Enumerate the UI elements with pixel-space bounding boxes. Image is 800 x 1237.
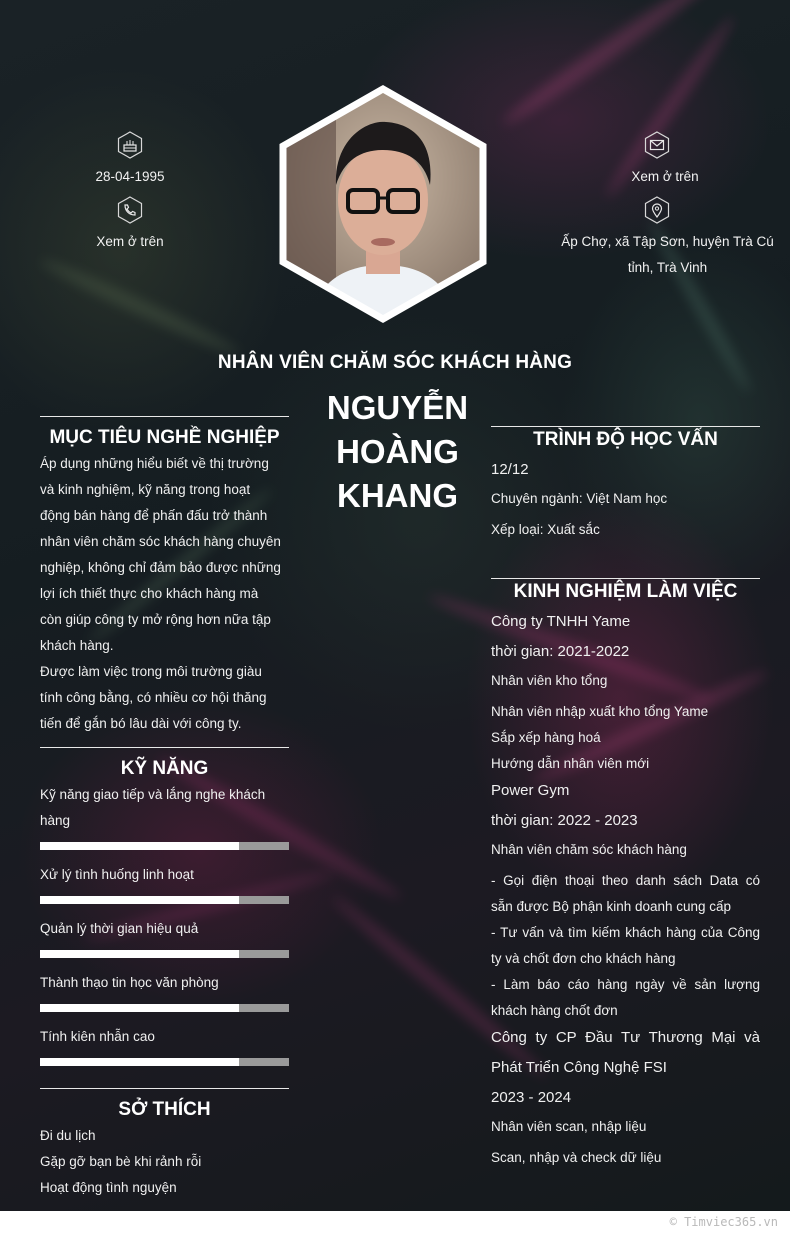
job-time: thời gian: 2021-2022	[491, 643, 630, 660]
divider	[40, 1088, 289, 1089]
job-detail: Scan, nhập và check dữ liệu	[491, 1150, 662, 1165]
divider	[40, 747, 289, 748]
job-title: NHÂN VIÊN CHĂM SÓC KHÁCH HÀNG	[217, 352, 573, 373]
address-line-1: Ấp Chợ, xã Tập Sơn, huyện Trà Cú	[561, 234, 774, 249]
hobby-item: Hoạt động tình nguyện	[40, 1180, 177, 1195]
skill-label: Xử lý tình huống linh hoạt	[40, 867, 194, 882]
objective-line: còn giúp công ty mở rộng hơn nữa tập	[40, 612, 271, 627]
skill-bar	[40, 896, 289, 904]
divider	[491, 426, 760, 427]
skill-bar-fill	[40, 1004, 239, 1012]
skill-bar-fill	[40, 950, 239, 958]
education-title: TRÌNH ĐỘ HỌC VẤN	[533, 429, 718, 450]
job-company	[491, 1023, 760, 1083]
objective-title: MỤC TIÊU NGHỀ NGHIỆP	[49, 427, 280, 448]
job-position: Nhân viên kho tổng	[491, 673, 608, 688]
job-detail: Sắp xếp hàng hoá	[491, 730, 601, 745]
objective-line: tính công bằng, có nhiều cơ hội thăng	[40, 690, 267, 705]
objective-line: nghiệp, không chỉ đảm bảo được những	[40, 560, 281, 575]
objective-line: nhân viên chăm sóc khách hàng chuyên	[40, 534, 281, 549]
job-position: Nhân viên chăm sóc khách hàng	[491, 842, 687, 857]
job-detail: - Làm báo cáo hàng ngày về sản lượng	[491, 977, 760, 992]
skills-title: KỸ NĂNG	[120, 758, 209, 779]
job-detail: - Gọi điện thoại theo danh sách Data có	[491, 873, 760, 888]
objective-line: và kinh nghiệm, kỹ năng trong hoạt	[40, 482, 251, 497]
objective-text	[40, 451, 289, 737]
cake-icon	[116, 131, 144, 159]
objective-line: Áp dụng những hiểu biết về thị trường	[40, 456, 269, 471]
hobbies-title: SỞ THÍCH	[118, 1099, 211, 1120]
phone-text: Xem ở trên	[96, 234, 164, 249]
hobby-list	[40, 1123, 289, 1201]
full-name	[300, 386, 495, 518]
hobby-item: Đi du lịch	[40, 1128, 96, 1143]
job-details	[491, 699, 760, 777]
skill-label: Tính kiên nhẫn cao	[40, 1029, 155, 1044]
education-level: 12/12	[491, 461, 529, 478]
job-detail: khách hàng chốt đơn	[491, 1003, 618, 1018]
job-time: thời gian: 2022 - 2023	[491, 812, 638, 829]
objective-line: khách hàng.	[40, 638, 114, 653]
profile-photo	[276, 80, 490, 328]
skill-bar	[40, 950, 289, 958]
education-rank: Xếp loại: Xuất sắc	[491, 522, 600, 537]
skill-label	[40, 782, 289, 834]
hobby-item: Gặp gỡ bạn bè khi rảnh rỗi	[40, 1154, 202, 1169]
skill-label: Quản lý thời gian hiệu quả	[40, 921, 199, 936]
name-line: KHANG	[337, 477, 458, 514]
job-detail: sẵn được Bộ phận kinh doanh cung cấp	[491, 899, 732, 914]
objective-line: động bán hàng để phấn đấu trở thành	[40, 508, 268, 523]
objective-line: tiến để gắn bó lâu dài với công ty.	[40, 716, 242, 731]
phone-icon	[116, 196, 144, 224]
location-icon	[643, 196, 671, 224]
skill-label: Thành thạo tin học văn phòng	[40, 975, 219, 990]
job-company-line: Phát Triển Công Nghệ FSI	[491, 1059, 667, 1076]
objective-line: Được làm việc trong môi trường giàu	[40, 664, 262, 679]
skill-bar-fill	[40, 1058, 239, 1066]
objective-line: lợi ích thiết thực cho khách hàng mà	[40, 586, 259, 601]
skill-label-line: hàng	[40, 813, 71, 828]
address-line-2: tỉnh, Trà Vinh	[627, 260, 708, 275]
job-company: Power Gym	[491, 782, 570, 799]
job-details	[491, 868, 760, 1024]
skill-bar	[40, 842, 289, 850]
skill-bar	[40, 1004, 289, 1012]
address-text	[545, 229, 790, 281]
skill-bar	[40, 1058, 289, 1066]
email-text: Xem ở trên	[631, 169, 699, 184]
job-detail: ty và chốt đơn cho khách hàng	[491, 951, 676, 966]
education-major: Chuyên ngành: Việt Nam học	[491, 491, 668, 506]
divider	[491, 578, 760, 579]
name-line: HOÀNG	[336, 433, 459, 470]
divider	[40, 416, 289, 417]
job-detail: - Tư vấn và tìm kiếm khách hàng của Công	[491, 925, 760, 940]
job-detail: Hướng dẫn nhân viên mới	[491, 756, 650, 771]
mail-icon	[643, 131, 671, 159]
birthday-text: 28-04-1995	[95, 169, 165, 184]
skill-label-line: Kỹ năng giao tiếp và lắng nghe khách	[40, 787, 266, 802]
job-company-line: Công ty CP Đầu Tư Thương Mại và	[491, 1029, 760, 1046]
skill-bar-fill	[40, 842, 239, 850]
job-position: Nhân viên scan, nhập liệu	[491, 1119, 647, 1134]
name-line: NGUYỄN	[326, 389, 469, 426]
footer-credit: © Timviec365.vn	[669, 1215, 778, 1229]
job-detail: Nhân viên nhập xuất kho tổng Yame	[491, 704, 709, 719]
job-time: 2023 - 2024	[491, 1089, 572, 1106]
experience-title: KINH NGHIỆM LÀM VIỆC	[513, 581, 738, 602]
skill-bar-fill	[40, 896, 239, 904]
job-company: Công ty TNHH Yame	[491, 613, 631, 630]
